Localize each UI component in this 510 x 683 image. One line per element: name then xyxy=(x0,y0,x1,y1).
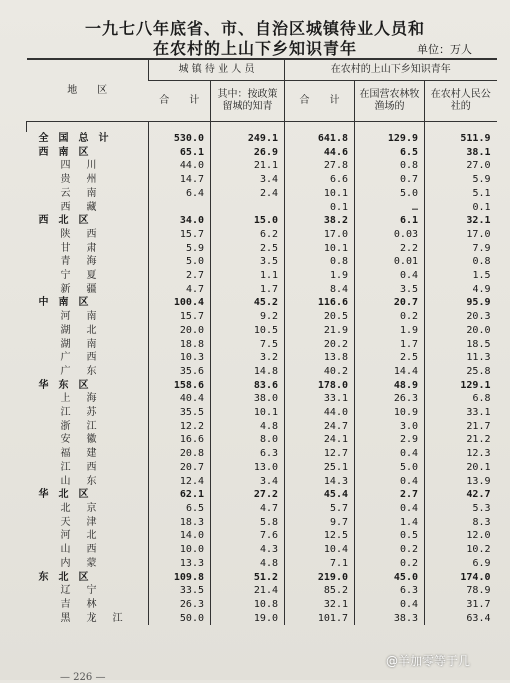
value-cell: 35.6 xyxy=(149,365,211,379)
region-name-cell: 北京 xyxy=(60,502,113,514)
value-cell: 51.2 xyxy=(211,571,285,585)
value-cell: 3.2 xyxy=(211,351,285,365)
value-cell: 10.9 xyxy=(355,406,425,420)
watermark: @羊加零等于几 xyxy=(385,654,470,668)
col-header-unemployed-policy: 其中：按政策留城的知青 xyxy=(211,81,285,122)
table-row xyxy=(27,338,497,352)
region-name-cell: 甘肃 xyxy=(60,242,113,254)
value-cell: 129.1 xyxy=(425,379,497,393)
table-row xyxy=(27,433,497,447)
page-number: — 226 — xyxy=(60,672,106,683)
table-row xyxy=(27,214,497,228)
value-cell: 178.0 xyxy=(285,379,355,393)
table-row xyxy=(27,132,497,146)
value-cell: 38.0 xyxy=(211,392,285,406)
value-cell: 26.3 xyxy=(355,392,425,406)
table-body xyxy=(27,122,497,626)
spacer-cell xyxy=(355,122,425,133)
value-cell: 3.4 xyxy=(211,173,285,187)
value-cell: 101.7 xyxy=(285,612,355,626)
region-name-cell: 河北 xyxy=(60,530,113,542)
region-name-cell: 广西 xyxy=(60,352,113,364)
value-cell: 12.2 xyxy=(149,420,211,434)
value-cell: 42.7 xyxy=(425,488,497,502)
value-cell: 14.3 xyxy=(285,475,355,489)
value-cell: 45.2 xyxy=(211,296,285,310)
table-row xyxy=(27,461,497,475)
value-cell: 5.0 xyxy=(149,255,211,269)
value-cell: 249.1 xyxy=(211,132,285,146)
value-cell: 641.8 xyxy=(285,132,355,146)
value-cell: 21.7 xyxy=(425,420,497,434)
value-cell: 2.7 xyxy=(149,269,211,283)
region-name-cell: 全国总计 xyxy=(38,133,119,144)
value-cell: 78.9 xyxy=(425,584,497,598)
value-cell: 9.7 xyxy=(285,516,355,530)
value-cell: 6.2 xyxy=(211,228,285,242)
value-cell: 10.5 xyxy=(211,324,285,338)
region-name-cell: 内蒙 xyxy=(60,557,113,569)
value-cell: 0.2 xyxy=(355,543,425,557)
table-row xyxy=(27,242,497,256)
value-cell: 0.8 xyxy=(285,255,355,269)
value-cell: 5.8 xyxy=(211,516,285,530)
value-cell: 0.01 xyxy=(355,255,425,269)
value-cell: 9.2 xyxy=(211,310,285,324)
region-name-cell: 四川 xyxy=(60,160,113,172)
region-name-cell: 黑龙江 xyxy=(60,612,139,624)
region-name-cell: 福建 xyxy=(60,448,113,460)
value-cell: 20.0 xyxy=(425,324,497,338)
value-cell: 50.0 xyxy=(149,612,211,626)
value-cell: 85.2 xyxy=(285,584,355,598)
region-name-cell: 西南区 xyxy=(38,146,99,158)
value-cell: 48.9 xyxy=(355,379,425,393)
value-cell: 0.1 xyxy=(425,201,497,215)
col-header-youth-farms: 在国营农林牧渔场的 xyxy=(355,81,425,122)
region-name-cell: 江西 xyxy=(60,461,113,473)
value-cell: 35.5 xyxy=(149,406,211,420)
value-cell: 15.7 xyxy=(149,310,211,324)
value-cell: 7.1 xyxy=(285,557,355,571)
value-cell: 44.0 xyxy=(149,159,211,173)
table-row xyxy=(27,283,497,297)
value-cell: 5.1 xyxy=(425,187,497,201)
table-row xyxy=(27,557,497,571)
value-cell: 2.5 xyxy=(355,351,425,365)
value-cell: 2.2 xyxy=(355,242,425,256)
table-row xyxy=(27,269,497,283)
value-cell: 6.3 xyxy=(355,584,425,598)
table-row xyxy=(27,475,497,489)
page-subtitle: 在农村的上山下乡知识青年 xyxy=(152,39,357,58)
value-cell: 14.4 xyxy=(355,365,425,379)
value-cell: 62.1 xyxy=(149,488,211,502)
value-cell: 10.1 xyxy=(285,242,355,256)
spacer-cell xyxy=(285,122,355,133)
value-cell: … xyxy=(355,201,425,215)
value-cell: 15.7 xyxy=(149,228,211,242)
table-row xyxy=(27,187,497,201)
region-name-cell: 西藏 xyxy=(60,201,113,213)
region-name-cell: 湖北 xyxy=(60,324,113,336)
value-cell: 6.5 xyxy=(149,502,211,516)
value-cell: 40.2 xyxy=(285,365,355,379)
value-cell: 32.1 xyxy=(425,214,497,228)
value-cell: 0.1 xyxy=(285,201,355,215)
value-cell: 20.7 xyxy=(355,296,425,310)
value-cell: 100.4 xyxy=(149,296,211,310)
value-cell: 0.4 xyxy=(355,269,425,283)
value-cell: 45.0 xyxy=(355,571,425,585)
value-cell: 40.4 xyxy=(149,392,211,406)
value-cell: 13.3 xyxy=(149,557,211,571)
value-cell: 45.4 xyxy=(285,488,355,502)
value-cell: 5.0 xyxy=(355,187,425,201)
value-cell: 8.3 xyxy=(425,516,497,530)
table-row xyxy=(27,392,497,406)
region-name-cell: 吉林 xyxy=(60,598,113,610)
value-cell: 3.4 xyxy=(211,475,285,489)
value-cell: 20.1 xyxy=(425,461,497,475)
value-cell: 6.6 xyxy=(285,173,355,187)
table-row xyxy=(27,502,497,516)
value-cell: 6.5 xyxy=(355,146,425,160)
region-name-cell: 上海 xyxy=(60,393,113,405)
value-cell: 129.9 xyxy=(355,132,425,146)
value-cell: 0.5 xyxy=(355,529,425,543)
table-row xyxy=(27,255,497,269)
value-cell: 21.2 xyxy=(425,433,497,447)
value-cell: 0.8 xyxy=(425,255,497,269)
value-cell: 20.2 xyxy=(285,338,355,352)
table-row xyxy=(27,379,497,393)
table-row xyxy=(27,159,497,173)
value-cell: 10.2 xyxy=(425,543,497,557)
value-cell: 1.1 xyxy=(211,269,285,283)
table-row xyxy=(27,447,497,461)
value-cell: 20.7 xyxy=(149,461,211,475)
value-cell: 6.4 xyxy=(149,187,211,201)
region-header: 地 区 xyxy=(27,59,149,122)
value-cell: 10.8 xyxy=(211,598,285,612)
value-cell: 25.1 xyxy=(285,461,355,475)
value-cell: 0.2 xyxy=(355,310,425,324)
table-row xyxy=(27,173,497,187)
table-row xyxy=(27,296,497,310)
value-cell: 33.1 xyxy=(285,392,355,406)
value-cell: 19.0 xyxy=(211,612,285,626)
value-cell: 65.1 xyxy=(149,146,211,160)
value-cell: 27.8 xyxy=(285,159,355,173)
value-cell: 18.3 xyxy=(149,516,211,530)
value-cell: 21.1 xyxy=(211,159,285,173)
table-row xyxy=(27,310,497,324)
value-cell: 109.8 xyxy=(149,571,211,585)
region-name-cell: 辽宁 xyxy=(60,585,113,597)
region-name-cell: 天津 xyxy=(60,516,113,528)
page-title: 一九七八年底省、市、自治区城镇待业人员和 xyxy=(84,19,425,38)
value-cell: 83.6 xyxy=(211,379,285,393)
value-cell: 511.9 xyxy=(425,132,497,146)
value-cell: 15.0 xyxy=(211,214,285,228)
region-name-cell: 中南区 xyxy=(38,297,99,309)
value-cell: 1.7 xyxy=(355,338,425,352)
value-cell: 7.9 xyxy=(425,242,497,256)
value-cell: 12.3 xyxy=(425,447,497,461)
value-cell xyxy=(149,201,211,215)
value-cell: 10.1 xyxy=(211,406,285,420)
value-cell: 34.0 xyxy=(149,214,211,228)
table-row xyxy=(27,598,497,612)
value-cell: 0.2 xyxy=(355,557,425,571)
table-row xyxy=(27,543,497,557)
value-cell: 5.3 xyxy=(425,502,497,516)
region-name-cell: 东北区 xyxy=(38,571,99,583)
value-cell: 158.6 xyxy=(149,379,211,393)
value-cell: 26.3 xyxy=(149,598,211,612)
value-cell: 33.1 xyxy=(425,406,497,420)
region-name-cell: 云南 xyxy=(60,187,113,199)
value-cell: 4.8 xyxy=(211,420,285,434)
value-cell: 8.4 xyxy=(285,283,355,297)
value-cell: 12.5 xyxy=(285,529,355,543)
table-row xyxy=(27,488,497,502)
value-cell: 32.1 xyxy=(285,598,355,612)
group-header-rural-youth: 在农村的上山下乡知识青年 xyxy=(285,59,497,81)
value-cell: 5.9 xyxy=(425,173,497,187)
col-header-youth-total: 合 计 xyxy=(285,81,355,122)
col-header-youth-communes: 在农村人民公社的 xyxy=(425,81,497,122)
value-cell: 1.7 xyxy=(211,283,285,297)
region-name-cell: 安徽 xyxy=(60,434,113,446)
value-cell: 10.1 xyxy=(285,187,355,201)
value-cell: 20.8 xyxy=(149,447,211,461)
value-cell: 13.8 xyxy=(285,351,355,365)
region-name-cell: 河南 xyxy=(60,311,113,323)
value-cell: 27.0 xyxy=(425,159,497,173)
value-cell: 24.7 xyxy=(285,420,355,434)
value-cell: 21.4 xyxy=(211,584,285,598)
table-row xyxy=(27,420,497,434)
table-row xyxy=(27,612,497,626)
value-cell: 4.3 xyxy=(211,543,285,557)
value-cell xyxy=(211,201,285,215)
spacer-cell xyxy=(211,122,285,133)
value-cell: 10.3 xyxy=(149,351,211,365)
region-name-cell: 宁夏 xyxy=(60,270,113,282)
region-name-cell: 华北区 xyxy=(38,489,99,501)
col-header-unemployed-total: 合 计 xyxy=(149,81,211,122)
table-row xyxy=(27,529,497,543)
value-cell: 0.4 xyxy=(355,598,425,612)
value-cell: 6.9 xyxy=(425,557,497,571)
value-cell: 38.3 xyxy=(355,612,425,626)
value-cell: 1.9 xyxy=(355,324,425,338)
value-cell: 95.9 xyxy=(425,296,497,310)
spacer-cell xyxy=(425,122,497,133)
value-cell: 0.03 xyxy=(355,228,425,242)
value-cell: 14.7 xyxy=(149,173,211,187)
value-cell: 5.7 xyxy=(285,502,355,516)
group-header-unemployed: 城 镇 待 业 人 员 xyxy=(149,59,285,81)
region-name-cell: 华东区 xyxy=(38,379,99,391)
value-cell: 3.5 xyxy=(211,255,285,269)
value-cell: 3.5 xyxy=(355,283,425,297)
value-cell: 5.9 xyxy=(149,242,211,256)
value-cell: 1.4 xyxy=(355,516,425,530)
value-cell: 13.0 xyxy=(211,461,285,475)
data-table xyxy=(26,58,497,625)
region-name-cell: 陕西 xyxy=(60,228,113,240)
spacer-row xyxy=(27,122,497,133)
value-cell: 12.4 xyxy=(149,475,211,489)
value-cell: 1.5 xyxy=(425,269,497,283)
value-cell: 44.0 xyxy=(285,406,355,420)
value-cell: 1.9 xyxy=(285,269,355,283)
value-cell: 14.8 xyxy=(211,365,285,379)
spacer-cell xyxy=(27,122,149,133)
value-cell: 18.5 xyxy=(425,338,497,352)
unit-label: 单位：万人 xyxy=(417,43,472,56)
value-cell: 0.4 xyxy=(355,502,425,516)
region-name-cell: 新疆 xyxy=(60,283,113,295)
value-cell: 10.0 xyxy=(149,543,211,557)
value-cell: 0.8 xyxy=(355,159,425,173)
value-cell: 219.0 xyxy=(285,571,355,585)
value-cell: 2.9 xyxy=(355,433,425,447)
value-cell: 12.7 xyxy=(285,447,355,461)
value-cell: 18.8 xyxy=(149,338,211,352)
region-name-cell: 湖南 xyxy=(60,338,113,350)
value-cell: 17.0 xyxy=(285,228,355,242)
value-cell: 4.7 xyxy=(211,502,285,516)
value-cell: 0.4 xyxy=(355,447,425,461)
value-cell: 530.0 xyxy=(149,132,211,146)
table-row xyxy=(27,516,497,530)
table-row xyxy=(27,324,497,338)
value-cell: 174.0 xyxy=(425,571,497,585)
value-cell: 63.4 xyxy=(425,612,497,626)
table-row xyxy=(27,571,497,585)
region-name-cell: 浙江 xyxy=(60,420,113,432)
value-cell: 21.9 xyxy=(285,324,355,338)
value-cell: 4.8 xyxy=(211,557,285,571)
region-name-cell: 西北区 xyxy=(38,215,99,227)
value-cell: 27.2 xyxy=(211,488,285,502)
value-cell: 38.2 xyxy=(285,214,355,228)
region-name-cell: 江苏 xyxy=(60,407,113,419)
value-cell: 2.5 xyxy=(211,242,285,256)
table-row xyxy=(27,146,497,160)
value-cell: 2.7 xyxy=(355,488,425,502)
value-cell: 25.8 xyxy=(425,365,497,379)
value-cell: 6.8 xyxy=(425,392,497,406)
table-row xyxy=(27,584,497,598)
value-cell: 31.7 xyxy=(425,598,497,612)
value-cell: 7.6 xyxy=(211,529,285,543)
value-cell: 20.0 xyxy=(149,324,211,338)
value-cell: 12.0 xyxy=(425,529,497,543)
region-name-cell: 广东 xyxy=(60,365,113,377)
value-cell: 6.1 xyxy=(355,214,425,228)
table-row xyxy=(27,351,497,365)
value-cell: 0.4 xyxy=(355,475,425,489)
table-row xyxy=(27,201,497,215)
value-cell: 4.9 xyxy=(425,283,497,297)
value-cell: 26.9 xyxy=(211,146,285,160)
value-cell: 7.5 xyxy=(211,338,285,352)
value-cell: 20.5 xyxy=(285,310,355,324)
table-row xyxy=(27,406,497,420)
value-cell: 6.3 xyxy=(211,447,285,461)
region-name-cell: 山东 xyxy=(60,475,113,487)
value-cell: 13.9 xyxy=(425,475,497,489)
value-cell: 4.7 xyxy=(149,283,211,297)
value-cell: 8.0 xyxy=(211,433,285,447)
value-cell: 0.7 xyxy=(355,173,425,187)
value-cell: 14.0 xyxy=(149,529,211,543)
value-cell: 33.5 xyxy=(149,584,211,598)
spacer-cell xyxy=(149,122,211,133)
value-cell: 10.4 xyxy=(285,543,355,557)
region-name-cell: 贵州 xyxy=(60,174,113,186)
region-name-cell: 山西 xyxy=(60,544,113,556)
value-cell: 44.6 xyxy=(285,146,355,160)
value-cell: 17.0 xyxy=(425,228,497,242)
value-cell: 5.0 xyxy=(355,461,425,475)
table-row xyxy=(27,228,497,242)
value-cell: 24.1 xyxy=(285,433,355,447)
value-cell: 38.1 xyxy=(425,146,497,160)
region-name-cell: 青海 xyxy=(60,256,113,268)
value-cell: 16.6 xyxy=(149,433,211,447)
value-cell: 2.4 xyxy=(211,187,285,201)
value-cell: 3.0 xyxy=(355,420,425,434)
table-row xyxy=(27,365,497,379)
value-cell: 20.3 xyxy=(425,310,497,324)
value-cell: 116.6 xyxy=(285,296,355,310)
value-cell: 11.3 xyxy=(425,351,497,365)
